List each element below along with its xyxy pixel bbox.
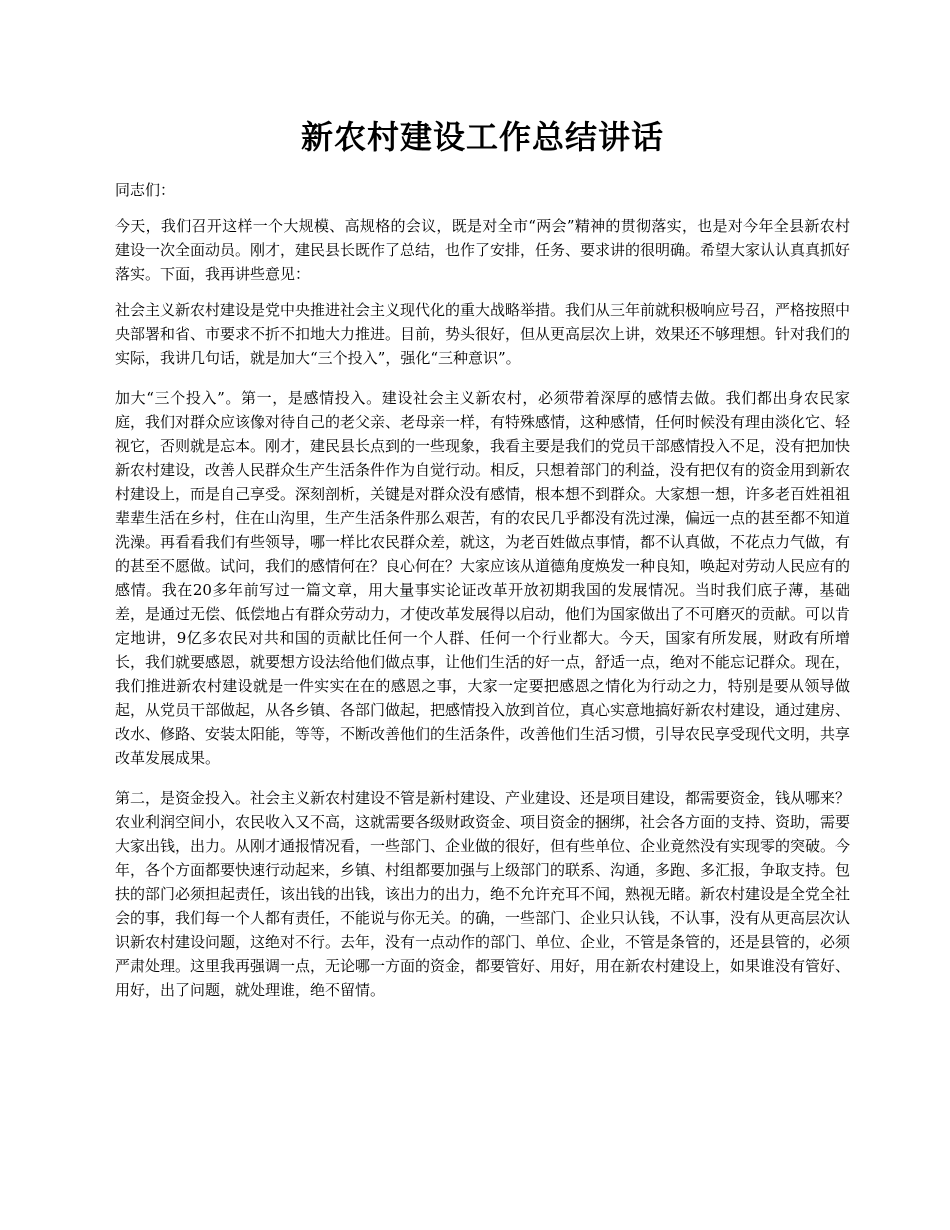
salutation: 同志们： [115,181,176,199]
document-title: 新农村建设工作总结讲话 [300,118,664,156]
paragraph-capital-investment: 第二，是资金投入。社会主义新农村建设不管是新村建设、产业建设、还是项目建设，都需要资金，钱从哪来？农业利润空间小，农民收入又不高，这就需要各级财政资金、项目资金的捆绑，社会各方面的支持、资助，需要大家出钱，出力。从刚才通报情况看，一些部门、企业做的很好，但有些单位、企业竟然没有实现零的突破。今年，各个方面都要快速行动起来，乡镇、村组都要加强与上级部门的联系、沟通，多跑、多汇报，争取支持。包扶的部门必须担起责任，该出钱的出钱，该出力的出力，绝不允许充耳不闻，熟视无睹。新农村建设是全党全社会的事，我们每一个人都有责任，不能说与你无关。的确，一些部门、企业只认钱，不认事，没有从更高层次认识新农村建设问题，这绝对不行。去年，没有一点动作的部门、单位、企业，不管是条管的，还是县管的，必须严肃处理。这里我再强调一点，无论哪一方面的资金，都要管好、用好，用在新农村建设上，如果谁没有管好、用好，出了问题，就处理谁，绝不留情。 [115,789,851,999]
document-page [115,112,850,1002]
paragraph-emotional-investment: 加大“三个投入”。第一，是感情投入。建设社会主义新农村，必须带着深厚的感情去做。我们都出身农民家庭，我们对群众应该像对待自己的老父亲、老母亲一样，有特殊感情，这种感情，任何时候没有理由淡化它、轻视它，否则就是忘本。刚才，建民县长点到的一些现象，我看主要是我们的党员干部感情投入不足，没有把加快新农村建设，改善人民群众生产生活条件作为自觉行动。相反，只想着部门的利益，没有把仅有的资金用到新农村建设上，而是自己享受。深刻剖析，关键是对群众没有感情，根本想不到群众。大家想一想，许多老百姓祖祖辈辈生活在乡村，住在山沟里，生产生活条件那么艰苦，有的农民几乎都没有洗过澡，偏远一点的甚至都不知道洗澡。再看看我们有些领导，哪一样比农民群众差，就这，为老百姓做点事情，都不认真做，不花点力气做，有的甚至不愿做。试问，我们的感情何在？良心何在？大家应该从道德角度焕发一种良知，唤起对劳动人民应有的感情。我在20多年前写过一篇文章，用大量事实论证改革开放初期我国的发展情况。当时我们底子薄，基础差，是通过无偿、低偿地占有群众劳动力，才使改革发展得以启动，他们为国家做出了不可磨灭的贡献。可以肯定地讲，9亿多农民对共和国的贡献比任何一个人群、任何一个行业都大。今天，国家有所发展，财政有所增长，我们就要感恩，就要想方设法给他们做点事，让他们生活的好一点，舒适一点，绝对不能忘记群众。现在，我们推进新农村建设就是一件实实在在的感恩之事，大家一定要把感恩之情化为行动之力，特别是要从领导做起，从党员干部做起，从各乡镇、各部门做起，把感情投入放到首位，真心实意地搞好新农村建设，通过建房、改水、修路、安装太阳能，等等，不断改善他们的生活条件，改善他们生活习惯，引导农民享受现代文明，共享改革发展成果。 [115,389,851,767]
paragraph-strategy: 社会主义新农村建设是党中央推进社会主义现代化的重大战略举措。我们从三年前就积极响应号召，严格按照中央部署和省、市要求不折不扣地大力推进。目前，势头很好，但从更高层次上讲，效果还不够理想。针对我们的实际，我讲几句话，就是加大“三个投入”，强化“三种意识”。 [115,301,851,367]
paragraph-opening: 今天，我们召开这样一个大规模、高规格的会议，既是对全市“两会”精神的贯彻落实，也是对今年全县新农村建设一次全面动员。刚才，建民县长既作了总结，也作了安排，任务、要求讲的很明确。希望大家认认真真抓好落实。下面，我再讲些意见： [115,217,851,283]
